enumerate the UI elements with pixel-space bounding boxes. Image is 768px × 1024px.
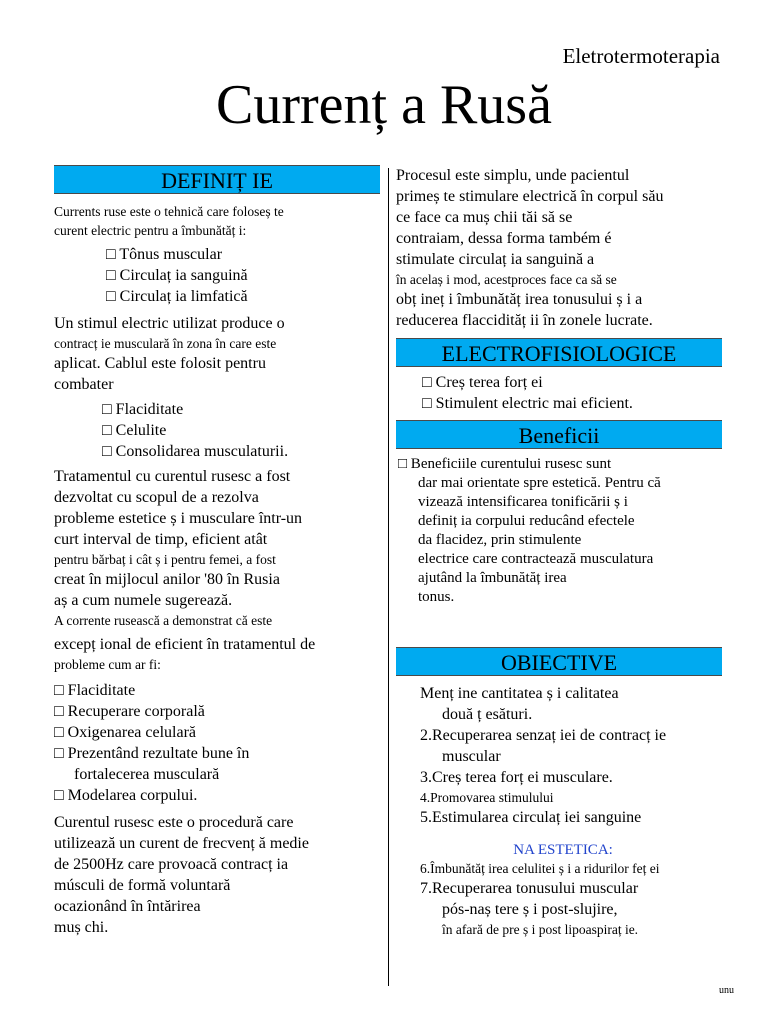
objective-item: Recuperarea senzaț iei de contracț ie (432, 727, 667, 744)
objectives-list (420, 683, 666, 939)
list-item: □ Modelarea corpului. (54, 787, 198, 804)
objective-item: Menț ine cantitatea ș i calitatea (420, 685, 619, 702)
paragraph-line: obț ineț i îmbunătăț irea tonusului ș i a (396, 291, 643, 308)
paragraph-line: da flacidez, prin stimulente (418, 532, 582, 548)
objective-number: 5. (420, 809, 432, 826)
objective-item: Recuperarea tonusului muscular (432, 880, 639, 897)
paragraph-line: definiț ia corpului reducând efectele (418, 513, 635, 529)
paragraph-line: A corrente rusească a demonstrat că este (54, 613, 273, 628)
paragraph-line: creat în mijlocul anilor '80 în Rusia (54, 571, 280, 588)
document-title: Currenț a Rusă (216, 74, 552, 136)
objective-number: 3. (420, 769, 432, 786)
beneficii-text (398, 455, 661, 607)
paragraph-line: probleme cum ar fi: (54, 657, 161, 672)
paragraph-line: Tratamentul cu curentul rusesc a fost (54, 468, 291, 485)
paragraph-line: músculi de formă voluntară (54, 877, 231, 894)
objective-item: Estimularea circulaț iei sanguine (432, 809, 642, 826)
objective-item-cont: pós-naș tere ș i post-slujire, (442, 901, 618, 918)
paragraph-line: curt interval de timp, eficient atât (54, 531, 268, 548)
right-intro (396, 165, 663, 331)
paragraph-line: ce face ca muș chii tăi să se (396, 209, 573, 226)
paragraph-line: contraiam, dessa forma também é (396, 230, 612, 247)
paragraph-line: reducerea flaccidităț ii în zonele lucrate. (396, 312, 653, 329)
list-item: □ Consolidarea musculaturii. (102, 443, 289, 460)
document-subtitle: Eletrotermoterapia (562, 44, 720, 68)
list-item: □ Creș terea forț ei (422, 374, 543, 391)
section-header-obiective: OBIECTIVE (396, 647, 722, 676)
list-item: □ Celulite (102, 422, 167, 439)
list-item: □ Prezentând rezultate bune în (54, 745, 250, 762)
objective-item-cont: muscular (442, 748, 501, 765)
section-header-electrofisiologice: ELECTROFISIOLOGICE (396, 338, 722, 367)
objective-number: 7. (420, 880, 432, 897)
column-divider (388, 168, 389, 986)
list-item: fortalecerea musculară (74, 766, 220, 783)
paragraph-line: electrice care contractează musculatura (418, 551, 654, 567)
paragraph-line: ocazionând în întărirea (54, 898, 201, 915)
page-footer: unu (719, 985, 734, 996)
paragraph-line: combater (54, 376, 114, 393)
list-item: □ Flaciditate (54, 682, 136, 699)
paragraph-line: muș chi. (54, 919, 109, 936)
paragraph-line: aplicat. Cablul este folosit pentru (54, 355, 266, 372)
paragraph-line: probleme estetice ș i musculare într-un (54, 510, 303, 527)
paragraph-line: contracț ie musculară în zona în care este (54, 336, 277, 351)
paragraph-line: utilizează un curent de frecvenț ă medie (54, 835, 309, 852)
paragraph-line: excepț ional de eficient în tratamentul de (54, 636, 316, 653)
objective-item: Promovarea stimulului (430, 790, 554, 805)
section-header-beneficii: Beneficii (396, 420, 722, 449)
electro-list (422, 372, 633, 414)
paragraph-line: tonus. (418, 589, 455, 605)
na-estetica-heading: NA ESTETICA: (513, 842, 613, 858)
left-column (54, 202, 315, 938)
objective-item-cont: în afară de pre ș i post lipoaspiraț ie. (442, 922, 639, 937)
paragraph-line: pentru bărbaț i cât ș i pentru femei, a fost (54, 552, 276, 567)
section-header-definitie: DEFINIȚ IE (54, 165, 380, 194)
objective-item-cont: două ț esături. (442, 706, 533, 723)
paragraph-line: vizează intensificarea tonificării ș i (418, 494, 628, 510)
paragraph-line: aș a cum numele sugerează. (54, 592, 233, 609)
list-item: □ Flaciditate (102, 401, 184, 418)
paragraph-line: dar mai orientate spre estetică. Pentru că (418, 475, 661, 491)
list-item: □ Stimulent electric mai eficient. (422, 395, 633, 412)
objective-item: Îmbunătăț irea celulitei ș i a ridurilor feț ei (430, 861, 660, 876)
list-item: □ Circulaț ia sanguină (106, 267, 248, 284)
paragraph-line: dezvoltat cu scopul de a rezolva (54, 489, 259, 506)
paragraph-line: primeș te stimulare electrică în corpul său (396, 188, 664, 205)
list-item: □ Recuperare corporală (54, 703, 205, 720)
paragraph-line: de 2500Hz care provoacă contracț ia (54, 856, 289, 873)
paragraph-line: Curentul rusesc este o procedură care (54, 814, 294, 831)
list-item: □ Circulaț ia limfatică (106, 288, 248, 305)
objective-number: 2. (420, 727, 432, 744)
list-item: □ Oxigenarea celulară (54, 724, 197, 741)
paragraph-line: Un stimul electric utilizat produce o (54, 315, 285, 332)
objective-number: 6. (420, 861, 431, 876)
paragraph-line: stimulate circulaț ia sanguină a (396, 251, 595, 268)
intro-line: curent electric pentru a îmbunătăț i: (54, 223, 247, 238)
paragraph-line: Procesul este simplu, unde pacientul (396, 167, 630, 184)
paragraph-line: ajutând la îmbunătăț irea (418, 570, 567, 586)
intro-line: Currents ruse este o tehnică care foloseș te (54, 204, 284, 219)
paragraph-line: □ Beneficiile curentului rusesc sunt (398, 456, 612, 472)
objective-item: Creș terea forț ei musculare. (432, 769, 613, 786)
list-item: □ Tônus muscular (106, 246, 223, 263)
paragraph-line: în acelaș i mod, acestproces face ca să se (396, 272, 617, 287)
objective-number: 4. (420, 790, 431, 805)
